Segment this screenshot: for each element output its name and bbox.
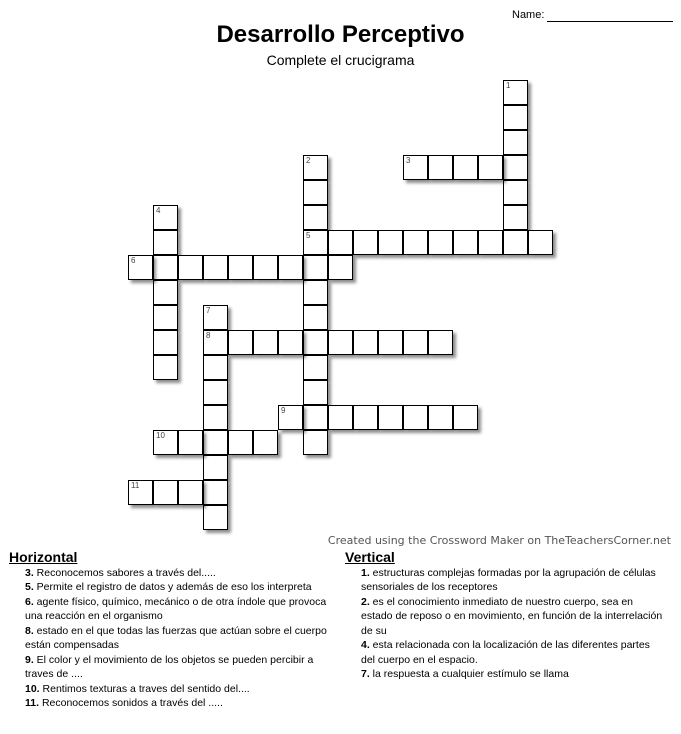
crossword-cell[interactable] [478,155,503,180]
crossword-cell[interactable] [153,230,178,255]
crossword-cell[interactable] [378,330,403,355]
clue-text: es el conocimiento inmediato de nuestro cuerpo, sea en estado de reposo o en movimiento, en función de la interrelación de su [361,595,663,637]
vertical-clues [345,550,665,682]
horizontal-clue [9,624,339,653]
crossword-cell[interactable] [303,330,328,355]
page-title: Desarrollo Perceptivo [216,21,465,48]
crossword-cell[interactable] [228,330,253,355]
clue-text: estructuras complejas formadas por la agrupación de células sensoriales de los receptores [361,566,656,593]
cell-number: 1 [506,81,511,90]
crossword-cell[interactable] [453,155,478,180]
page-subtitle: Complete el crucigrama [266,52,415,68]
crossword-cell[interactable] [528,230,553,255]
crossword-cell[interactable] [253,330,278,355]
crossword-cell[interactable] [403,330,428,355]
crossword-cell[interactable] [178,430,203,455]
crossword-cell[interactable] [153,205,178,230]
crossword-cell[interactable] [153,330,178,355]
crossword-cell[interactable] [128,480,153,505]
crossword-cell[interactable] [153,305,178,330]
crossword-cell[interactable] [403,230,428,255]
vertical-clue [345,667,665,682]
crossword-cell[interactable] [153,255,178,280]
horizontal-clue [9,580,339,595]
crossword-cell[interactable] [503,155,528,180]
crossword-cell[interactable] [328,330,353,355]
crossword-cell[interactable] [353,330,378,355]
clue-text: Reconocemos sabores a través del..... [33,566,216,579]
clue-number: 6. [25,595,34,608]
crossword-cell[interactable] [253,430,278,455]
cell-number: 5 [306,231,311,240]
crossword-cell[interactable] [203,305,228,330]
clue-number: 7. [361,668,370,680]
crossword-cell[interactable] [203,330,228,355]
clue-text: agente físico, químico, mecánico o de otra índole que provoca una reacción en el organismo [25,595,327,622]
crossword-cell[interactable] [478,230,503,255]
crossword-cell[interactable] [178,480,203,505]
cell-number: 4 [156,206,161,215]
crossword-cell[interactable] [203,455,228,480]
horizontal-clue [9,653,339,682]
horizontal-clue [9,682,339,697]
crossword-cell[interactable] [153,430,178,455]
horizontal-clue [9,696,339,711]
crossword-cell[interactable] [278,330,303,355]
crossword-cell[interactable] [228,430,253,455]
clue-number: 1. [361,566,370,579]
crossword-cell[interactable] [153,280,178,305]
cell-number: 11 [131,481,140,490]
crossword-cell[interactable] [328,255,353,280]
crossword-cell[interactable] [203,505,228,530]
clue-text: Reconocemos sonidos a través del ..... [39,697,223,709]
clue-text: El color y el movimiento de los objetos se pueden percibir a traves de .... [25,653,314,680]
crossword-cell[interactable] [303,255,328,280]
name-label: Name: [512,9,545,21]
cell-number: 2 [306,156,311,165]
clue-text: Rentimos texturas a traves del sentido del.... [39,682,250,695]
vertical-clue [345,595,665,639]
clue-number: 5. [25,581,34,593]
crossword-cell[interactable] [353,405,378,430]
crossword-cell[interactable] [303,380,328,405]
clue-number: 2. [361,595,370,608]
crossword-cell[interactable] [203,405,228,430]
clue-text: la respuesta a cualquier estímulo se llama [369,668,569,680]
horizontal-clue [9,595,339,624]
crossword-cell[interactable] [203,380,228,405]
credit-text: Created using the Crossword Maker on TheTeachersCorner.net [327,534,671,547]
crossword-cell[interactable] [203,255,228,280]
crossword-cell[interactable] [178,255,203,280]
cell-number: 3 [406,156,411,165]
crossword-cell[interactable] [303,280,328,305]
crossword-cell[interactable] [203,430,228,455]
crossword-cell[interactable] [378,230,403,255]
crossword-cell[interactable] [278,255,303,280]
crossword-cell[interactable] [303,230,328,255]
crossword-cell[interactable] [503,80,528,105]
crossword-cell[interactable] [503,105,528,130]
clue-text: Permite el registro de datos y además de eso los interpreta [33,581,312,593]
crossword-cell[interactable] [303,155,328,180]
horizontal-heading: Horizontal [9,549,78,565]
crossword-cell[interactable] [303,430,328,455]
crossword-cell[interactable] [203,480,228,505]
crossword-cell[interactable] [303,405,328,430]
crossword-cell[interactable] [128,255,153,280]
crossword-cell[interactable] [353,230,378,255]
cell-number: 9 [281,406,286,415]
crossword-cell[interactable] [378,405,403,430]
horizontal-clue [9,566,339,581]
clue-number: 10. [25,682,40,695]
crossword-cell[interactable] [303,180,328,205]
crossword-cell[interactable] [403,405,428,430]
clue-number: 9. [25,653,34,666]
crossword-cell[interactable] [253,255,278,280]
crossword-cell[interactable] [503,180,528,205]
crossword-cell[interactable] [503,130,528,155]
horizontal-clues [9,550,339,711]
vertical-clue [345,638,665,667]
crossword-cell[interactable] [278,405,303,430]
crossword-cell[interactable] [328,230,353,255]
crossword-cell[interactable] [453,405,478,430]
crossword-cell[interactable] [328,405,353,430]
clue-text: esta relacionada con la localización de las diferentes partes del cuerpo en el espacio. [361,639,650,666]
vertical-clue [345,566,665,595]
crossword-cell[interactable] [428,330,453,355]
clue-number: 4. [361,639,370,651]
cell-number: 10 [156,431,165,440]
crossword-cell[interactable] [153,355,178,380]
crossword-cell[interactable] [503,205,528,230]
crossword-cell[interactable] [303,305,328,330]
clue-number: 11. [25,697,40,709]
cell-number: 7 [206,306,211,315]
vertical-heading: Vertical [345,549,395,565]
crossword-cell[interactable] [203,355,228,380]
crossword-cell[interactable] [503,230,528,255]
crossword-cell[interactable] [428,405,453,430]
clue-number: 3. [25,566,34,579]
clue-text: estado en el que todas las fuerzas que actúan sobre el cuerpo están compensadas [25,624,327,651]
clue-number: 8. [25,624,34,637]
crossword-cell[interactable] [453,230,478,255]
cell-number: 6 [131,256,136,265]
crossword-cell[interactable] [228,255,253,280]
crossword-cell[interactable] [153,480,178,505]
crossword-cell[interactable] [428,230,453,255]
crossword-cell[interactable] [403,155,428,180]
crossword-cell[interactable] [303,205,328,230]
crossword-cell[interactable] [303,355,328,380]
cell-number: 8 [206,331,211,340]
crossword-cell[interactable] [428,155,453,180]
